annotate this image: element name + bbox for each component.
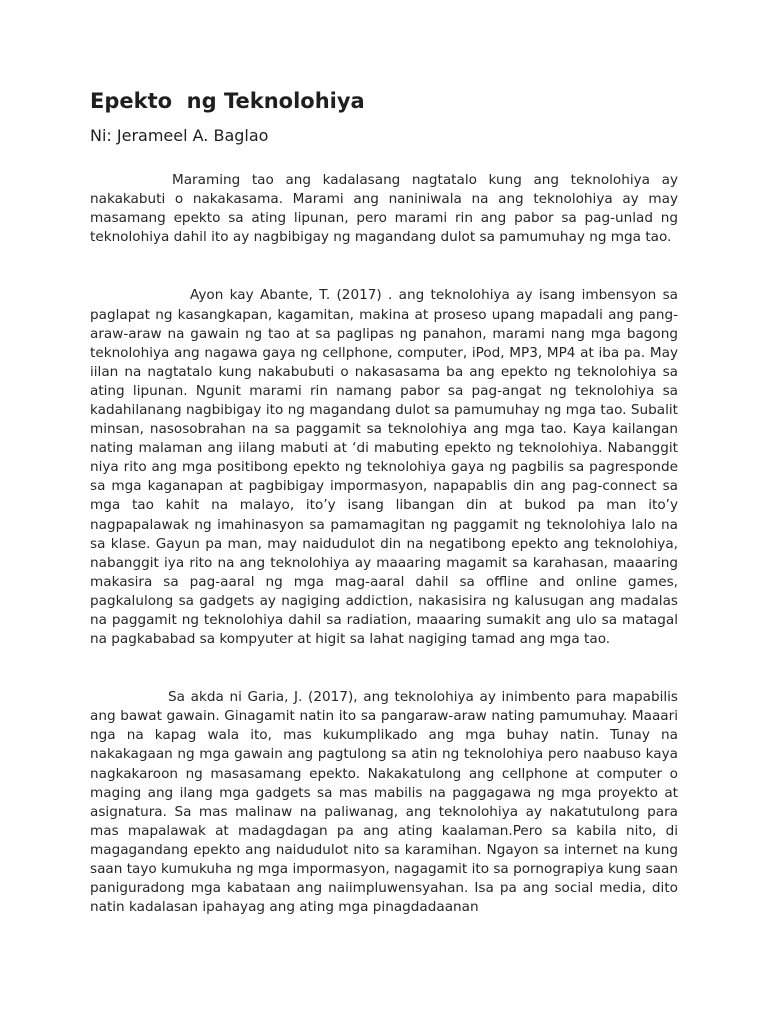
document-author: Ni: Jerameel A. Baglao — [90, 126, 269, 146]
paragraph-1: Maraming tao ang kadalasang nagtatalo kung ang teknolohiya ay nakakabuti o nakakasama. Marami ang naniniwala na ang teknolohiya ay may masamang epekto sa ating lipunan, pero marami rin ang pabor sa pag-unlad ng teknolohiya dahil ito ay nagbibigay ng magandang dulot sa pamumuhay ng mga tao. — [90, 172, 678, 246]
paragraph-2: Ayon kay Abante, T. (2017) . ang teknolohiya ay isang imbensyon sa paglapat ng kasangkapan, kagamitan, makina at proseso upang mapadali ang pang-araw-araw na gawain ng tao at sa paglipas ng panahon, marami nang mga bagong teknolohiya ang nagawa gaya ng cellphone, computer, iPod, MP3, MP4 at iba pa. May iilan na nagtatalo kung nakabubuti o nakasasama ba ang epekto ng teknolohiya sa ating lipunan. Ngunit marami rin namang pabor sa pag-angat ng teknolohiya sa kadahilanang nagbibigay ito ng magandang dulot sa pamumuhay ng mga tao. Subalit minsan, nasosobrahan na sa paggamit sa teknolohiya ang mga tao. Kaya kailangan nating malaman ang iilang mabuti at ‘di mabuting epekto ng teknolohiya. Nabanggit niya rito ang mga positibong epekto ng teknolohiya gaya ng pagbilis sa pagresponde sa mga kaganapan at pagbibigay impormasyon, napapablis din ang pag-connect sa mga tao kahit na malayo, ito’y isang libangan din at bukod pa man ito’y nagpapalawak ng imahinasyon sa pamamagitan ng paggamit ng teknolohiya lalo na sa klase. Gayun pa man, may naidudulot din na negatibong epekto ang teknolohiya, nabanggit iya rito na ang teknolohiya ay maaaring magamit sa karahasan, maaaring makasira sa pag-aaral ng mga mag-aaral dahil sa offline and online games, pagkalulong sa gadgets ay nagiging addiction, nakasisira ng kalusugan ang madalas na paggamit ng teknolohiya dahil sa radiation, maaaring sumakit ang ulo sa matagal na pagkababad sa kompyuter at higit sa lahat nagiging tamad ang mga tao. — [90, 287, 678, 648]
document-title: Epekto ng Teknolohiya — [90, 89, 365, 113]
paragraph-3: Sa akda ni Garia, J. (2017), ang teknolohiya ay inimbento para mapabilis ang bawat gawain. Ginagamit natin ito sa pangaraw-araw nating pamumuhay. Maaari nga na kapag wala ito, mas kukumplikado ang mga buhay natin. Tunay na nakakagaan ng mga gawain ang pagtulong sa atin ng teknolohiya pero naabuso kaya nagkakaroon ng masasamang epekto. Nakakatulong ang cellphone at computer o maging ang ilang mga gadgets sa mas mabilis na paggagawa ng mga proyekto at asignatura. Sa mas malinaw na paliwanag, ang teknolohiya ay nakatutulong para mas mapalawak at madagdagan pa ang ating kaalaman.Pero sa kabila nito, di magagandang epekto ang naidudulot nito sa karamihan. Ngayon sa internet na kung saan tayo kumukuha ng mga impormasyon, nagagamit ito sa pornograpiya kung saan paniguradong mga kabataan ang naiimpluwensyahan. Isa pa ang social media, dito natin kadalasan ipahayag ang ating mga pinagdadaanan — [90, 689, 678, 916]
